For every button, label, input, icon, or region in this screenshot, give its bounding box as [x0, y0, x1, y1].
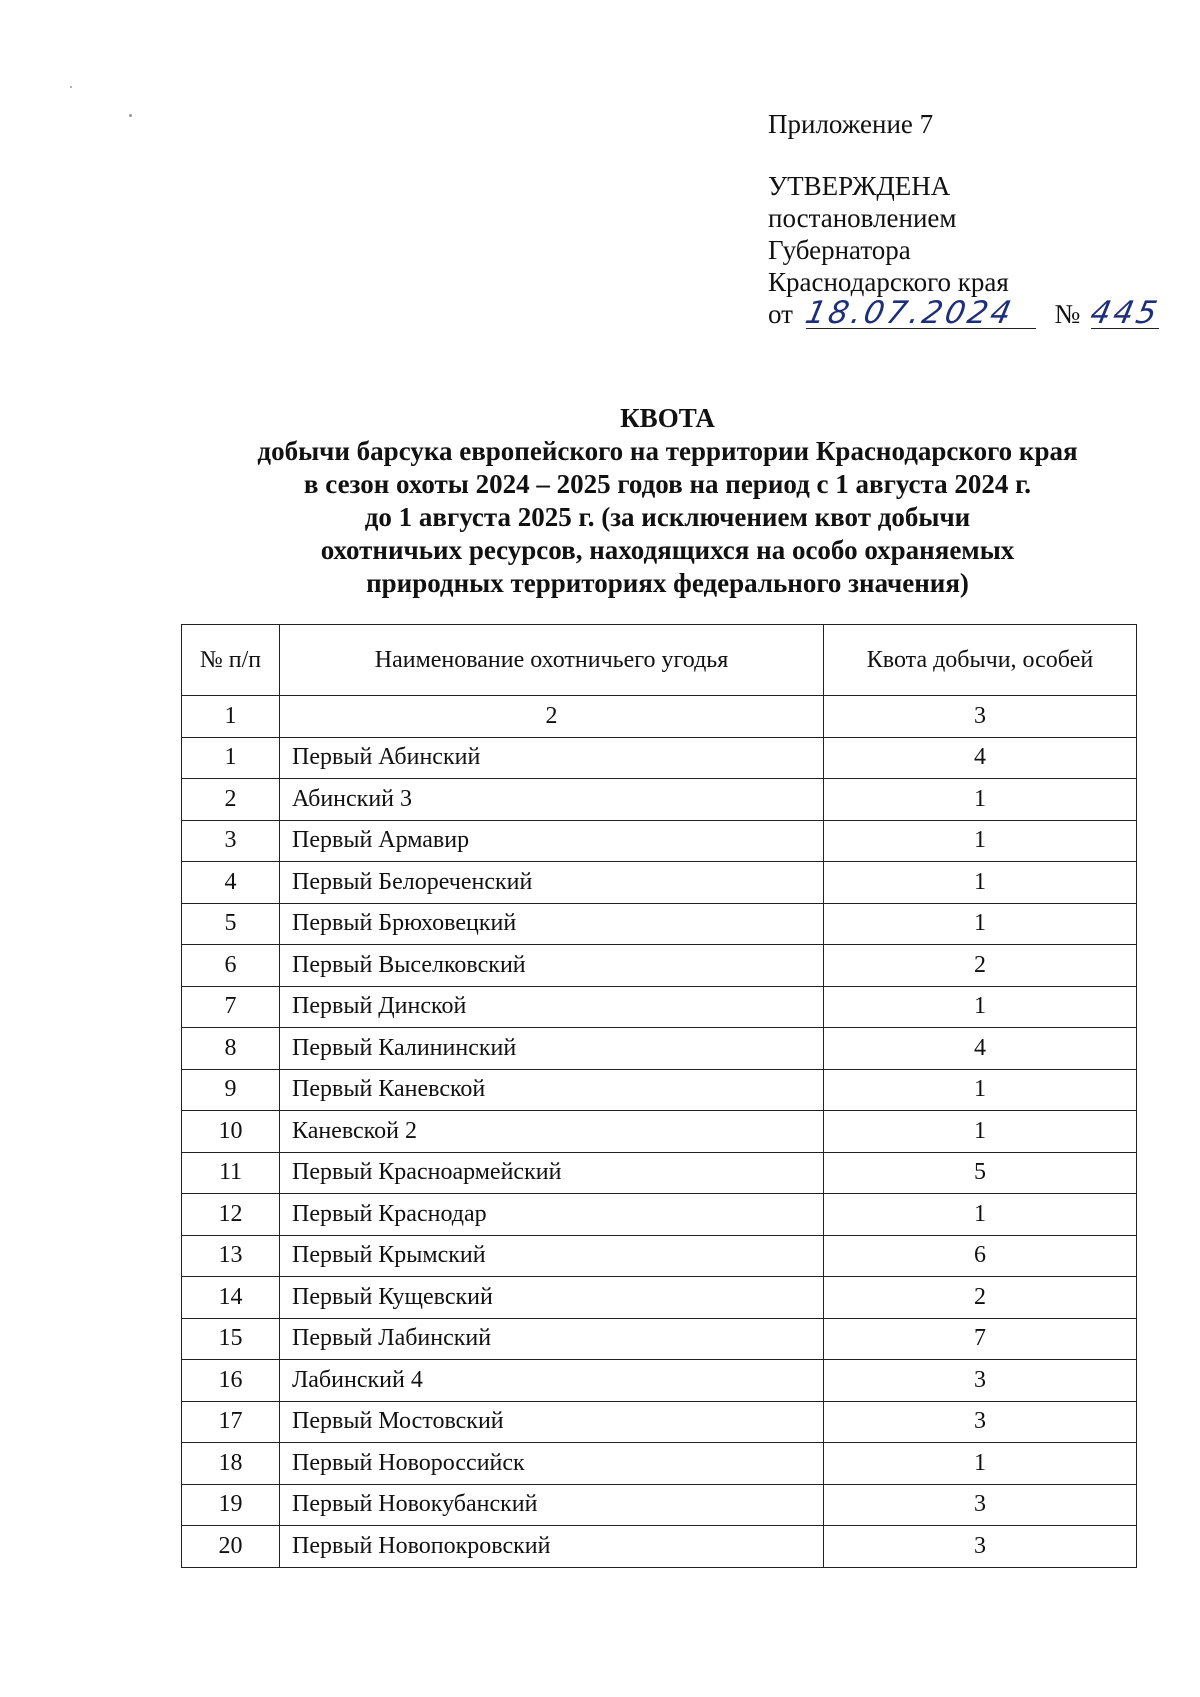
header-quota: Квота добычи, особей: [824, 625, 1137, 696]
hunting-ground-name-cell: Абинский 3: [280, 779, 824, 821]
row-number-cell: 10: [182, 1111, 280, 1153]
row-number-cell: 1: [182, 737, 280, 779]
quota-cell: 1: [824, 986, 1137, 1028]
quota-cell: 3: [824, 1401, 1137, 1443]
approval-line-3: Краснодарского края: [768, 267, 1009, 297]
table-row: [182, 737, 1137, 779]
row-number-cell: 15: [182, 1318, 280, 1360]
hunting-ground-name-cell: Первый Выселковский: [280, 945, 824, 987]
table-row: [182, 1111, 1137, 1153]
quota-cell: 1: [824, 862, 1137, 904]
handwritten-number: 445: [1087, 295, 1163, 331]
table-row: [182, 1152, 1137, 1194]
row-number-cell: 16: [182, 1360, 280, 1402]
table-row: [182, 820, 1137, 862]
title-line: до 1 августа 2025 г. (за исключением квот добычи: [364, 502, 971, 532]
table-row: [182, 945, 1137, 987]
quota-cell: 4: [824, 1028, 1137, 1070]
table-row: [182, 1235, 1137, 1277]
table-row: [182, 1277, 1137, 1319]
row-number-cell: 12: [182, 1194, 280, 1236]
hunting-ground-name-cell: Первый Крымский: [280, 1235, 824, 1277]
quota-cell: 3: [824, 1360, 1137, 1402]
quota-cell: 1: [824, 820, 1137, 862]
hunting-ground-name-cell: Первый Брюховецкий: [280, 903, 824, 945]
table-row: [182, 1194, 1137, 1236]
quota-cell: 4: [824, 737, 1137, 779]
row-number-cell: 19: [182, 1484, 280, 1526]
hunting-ground-name-cell: Каневской 2: [280, 1111, 824, 1153]
quota-cell: 1: [824, 1443, 1137, 1485]
approved-label: УТВЕРЖДЕНА: [768, 171, 951, 201]
title-line: добычи барсука европейского на территории Краснодарского края: [257, 436, 1078, 466]
quota-cell: 5: [824, 1152, 1137, 1194]
row-number-cell: 4: [182, 862, 280, 904]
quota-cell: 1: [824, 1069, 1137, 1111]
date-field: [801, 295, 1036, 331]
hunting-ground-name-cell: Первый Новопокровский: [280, 1526, 824, 1568]
title-line: природных территориях федерального значения): [366, 568, 969, 598]
hunting-ground-name-cell: Первый Белореченский: [280, 862, 824, 904]
approval-line-1: постановлением: [768, 203, 957, 233]
table-row: [182, 986, 1137, 1028]
column-number: 3: [824, 696, 1137, 738]
table-header-row: [182, 625, 1137, 696]
table-row: [182, 1526, 1137, 1568]
table-row: [182, 862, 1137, 904]
row-number-cell: 2: [182, 779, 280, 821]
hunting-ground-name-cell: Первый Армавир: [280, 820, 824, 862]
document-title: [0, 402, 1200, 600]
hunting-ground-name-cell: Первый Динской: [280, 986, 824, 1028]
table-row: [182, 903, 1137, 945]
title-heading: КВОТА: [620, 403, 715, 433]
row-number-cell: 20: [182, 1526, 280, 1568]
quota-cell: 7: [824, 1318, 1137, 1360]
row-number-cell: 17: [182, 1401, 280, 1443]
table-row: [182, 779, 1137, 821]
handwritten-date: 18.07.2024: [801, 295, 1018, 331]
hunting-ground-name-cell: Первый Лабинский: [280, 1318, 824, 1360]
header-number: № п/п: [182, 625, 280, 696]
hunting-ground-name-cell: Первый Каневской: [280, 1069, 824, 1111]
quota-cell: 1: [824, 903, 1137, 945]
approval-date-line: [768, 295, 1163, 331]
number-label: №: [1054, 299, 1081, 329]
column-number-row: [182, 696, 1137, 738]
hunting-ground-name-cell: Лабинский 4: [280, 1360, 824, 1402]
column-number: 1: [182, 696, 280, 738]
table-row: [182, 1318, 1137, 1360]
table-row: [182, 1443, 1137, 1485]
hunting-ground-name-cell: Первый Абинский: [280, 737, 824, 779]
column-number: 2: [280, 696, 824, 738]
hunting-ground-name-cell: Первый Красноармейский: [280, 1152, 824, 1194]
from-label: от: [768, 299, 793, 329]
scan-speck: [70, 86, 72, 88]
approval-block: [768, 108, 1163, 331]
title-line: охотничьих ресурсов, находящихся на особо охраняемых: [320, 535, 1015, 565]
hunting-ground-name-cell: Первый Кущевский: [280, 1277, 824, 1319]
quota-cell: 1: [824, 1194, 1137, 1236]
appendix-label: Приложение 7: [768, 109, 934, 139]
row-number-cell: 14: [182, 1277, 280, 1319]
row-number-cell: 13: [182, 1235, 280, 1277]
quota-cell: 6: [824, 1235, 1137, 1277]
hunting-ground-name-cell: Первый Новороссийск: [280, 1443, 824, 1485]
table-row: [182, 1401, 1137, 1443]
hunting-ground-name-cell: Первый Новокубанский: [280, 1484, 824, 1526]
hunting-ground-name-cell: Первый Краснодар: [280, 1194, 824, 1236]
number-field: [1087, 295, 1163, 331]
quota-cell: 3: [824, 1526, 1137, 1568]
quota-cell: 3: [824, 1484, 1137, 1526]
table-row: [182, 1360, 1137, 1402]
hunting-ground-name-cell: Первый Калининский: [280, 1028, 824, 1070]
row-number-cell: 3: [182, 820, 280, 862]
quota-cell: 2: [824, 1277, 1137, 1319]
row-number-cell: 18: [182, 1443, 280, 1485]
row-number-cell: 8: [182, 1028, 280, 1070]
row-number-cell: 7: [182, 986, 280, 1028]
title-line: в сезон охоты 2024 – 2025 годов на период с 1 августа 2024 г.: [303, 469, 1032, 499]
row-number-cell: 6: [182, 945, 280, 987]
row-number-cell: 11: [182, 1152, 280, 1194]
hunting-ground-name-cell: Первый Мостовский: [280, 1401, 824, 1443]
quota-table: [181, 624, 1137, 1568]
table-row: [182, 1484, 1137, 1526]
scan-speck: [129, 114, 132, 117]
row-number-cell: 5: [182, 903, 280, 945]
approval-line-2: Губернатора: [768, 235, 911, 265]
table-row: [182, 1069, 1137, 1111]
quota-cell: 1: [824, 779, 1137, 821]
row-number-cell: 9: [182, 1069, 280, 1111]
quota-cell: 2: [824, 945, 1137, 987]
quota-cell: 1: [824, 1111, 1137, 1153]
table-row: [182, 1028, 1137, 1070]
header-name: Наименование охотничьего угодья: [280, 625, 824, 696]
